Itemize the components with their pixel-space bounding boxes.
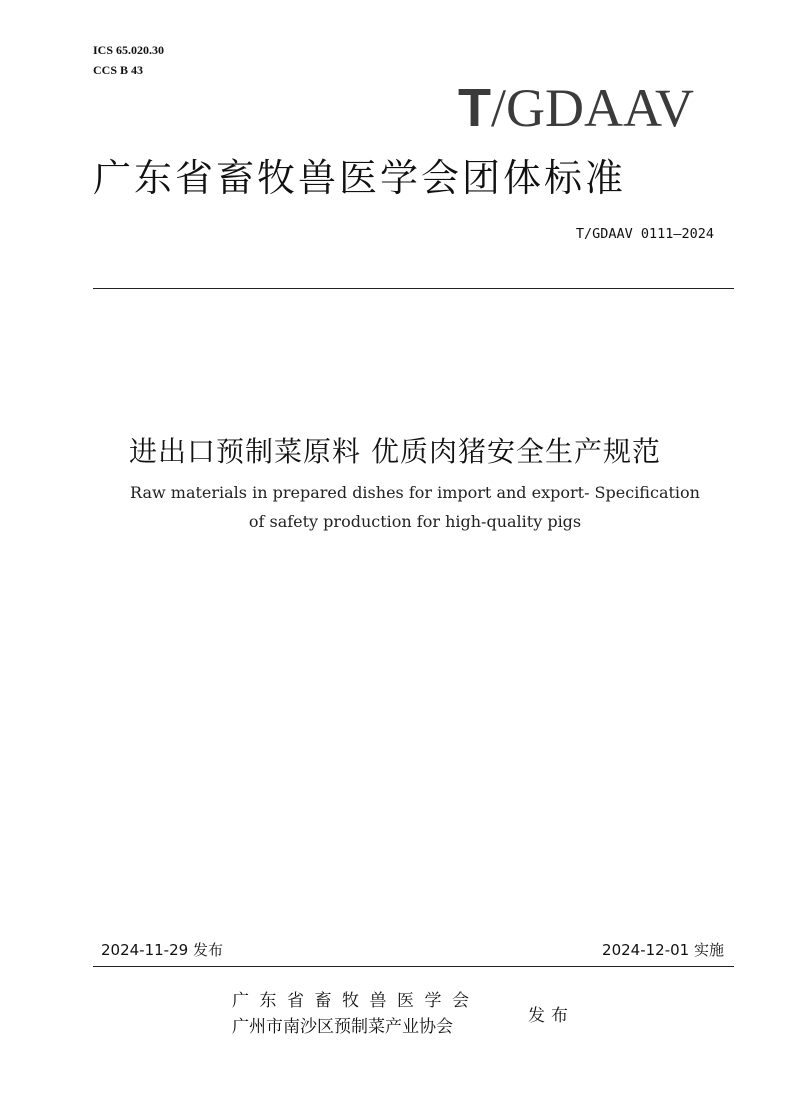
publishers-block (232, 988, 480, 1040)
document-title-english-line-2: of safety production for high-quality pigs (248, 512, 582, 531)
bottom-divider (93, 966, 734, 967)
publish-label: 发布 (528, 1006, 574, 1026)
top-divider (93, 288, 734, 289)
implementation-date: 2024-12-01 实施 (602, 941, 724, 959)
document-title-english (80, 478, 750, 536)
standard-code-prefix: T (457, 78, 491, 138)
standard-number: T/GDAAV 0111—2024 (575, 226, 714, 242)
issue-date: 2024-11-29 发布 (101, 941, 223, 959)
standard-code-logo (458, 78, 694, 138)
publisher-1: 广东省畜牧兽医学会 (232, 991, 480, 1011)
ccs-code: CCS B 43 (93, 63, 144, 77)
ics-code: ICS 65.020.30 (93, 43, 165, 57)
org-standard-title: 广东省畜牧兽医学会团体标准 (93, 156, 627, 200)
document-title-english-line-1: Raw materials in prepared dishes for import and export- Specification (130, 483, 700, 502)
document-title-chinese: 进出口预制菜原料 优质肉猪安全生产规范 (129, 435, 661, 468)
classification-codes (93, 40, 164, 80)
standard-code-rest: /GDAAV (490, 78, 694, 138)
publisher-2: 广州市南沙区预制菜产业协会 (232, 1017, 453, 1037)
